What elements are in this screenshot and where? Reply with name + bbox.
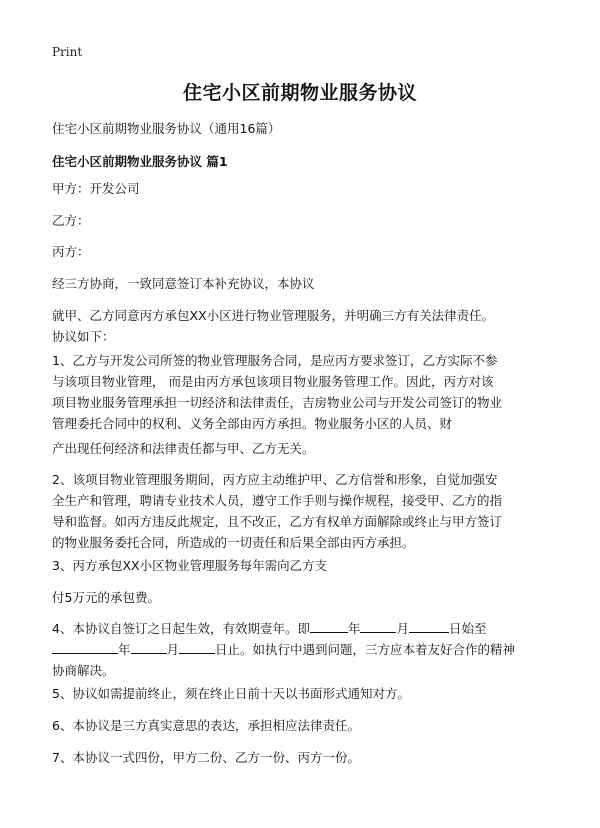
clause-4 [52, 618, 552, 681]
paragraph-line: 协议如下： [52, 329, 115, 344]
clause-3: 3、丙方承包XX小区物业管理服务每年需向乙方支 [52, 558, 328, 573]
month-label: 月 [166, 642, 180, 657]
year-label: 年 [118, 642, 131, 657]
intro-paragraph: 经三方协商，一致同意签订本补充协议，本协议 [52, 276, 315, 291]
paragraph-line [52, 618, 552, 639]
paragraph-line: 协商解决。 [52, 663, 115, 678]
paragraph-line: 就甲、乙方同意丙方承包XX小区进行物业管理服务，并明确三方有关法律责任。 [52, 308, 495, 323]
party-b: 乙方： [52, 213, 90, 228]
document-subtitle: 住宅小区前期物业服务协议（通用16篇） [52, 121, 281, 136]
blank-line [409, 618, 449, 633]
blank-line [360, 618, 396, 633]
year-label: 年 [347, 621, 361, 636]
agreement-paragraph [52, 305, 552, 347]
day-start-label: 日始至 [449, 621, 487, 636]
paragraph-line: 1、乙方与开发公司所签的物业管理服务合同，是应丙方要求签订，乙方实际不参 [52, 353, 498, 368]
document-title: 住宅小区前期物业服务协议 [182, 82, 417, 104]
print-label: Print [52, 45, 83, 59]
month-label: 月 [396, 621, 409, 636]
blank-line [131, 639, 167, 654]
paragraph-line: 全生产和管理，聘请专业技术人员，遵守工作手则与操作规程，接受甲、乙方的指 [52, 493, 503, 508]
section-heading: 住宅小区前期物业服务协议 篇1 [52, 154, 228, 169]
paragraph-line: 与该项目物业管理， 而是由丙方承包该项目物业服务管理工作。因此，丙方对该 [52, 374, 494, 389]
clause-1-continued: 产出现任何经济和法律责任都与甲、乙方无关。 [52, 441, 315, 456]
clause-6: 6、本协议是三方真实意思的表达，承担相应法律责任。 [52, 718, 360, 733]
paragraph-line: 项目物业服务管理承担一切经济和法律责任，吉房物业公司与开发公司签订的物业 [52, 395, 503, 410]
blank-line [52, 639, 118, 654]
day-end-label: 日止。如执行中遇到问题，三方应本着友好合作的精神 [215, 642, 516, 657]
clause-1 [52, 350, 552, 434]
paragraph-line [52, 639, 552, 660]
clause-2 [52, 469, 552, 553]
blank-line [179, 639, 215, 654]
clause-3-continued: 付5万元的承包费。 [52, 590, 160, 605]
paragraph-line: 导和监督。如丙方违反此规定，且不改正，乙方有权单方面解除或终止与甲方签订 [52, 514, 503, 529]
paragraph-line: 管理委托合同中的权利、义务全部由丙方承担。物业服务小区的人员、财 [52, 416, 453, 431]
clause-5: 5、协议如需提前终止，须在终止日前十天以书面形式通知对方。 [52, 686, 410, 701]
clause-4-prefix: 4、本协议自签订之日起生效，有效期壹年。即 [52, 621, 310, 636]
party-c: 丙方： [52, 244, 90, 259]
clause-7: 7、本协议一式四份，甲方二份、乙方一份、丙方一份。 [52, 750, 360, 765]
paragraph-line: 2、该项目物业管理服务期间，丙方应主动维护甲、乙方信誉和形象，自觉加强安 [52, 472, 498, 487]
paragraph-line: 的物业服务委托合同，所造成的一切责任和后果全部由丙方承担。 [52, 535, 415, 550]
party-a: 甲方：开发公司 [52, 181, 140, 196]
blank-line [310, 618, 348, 633]
